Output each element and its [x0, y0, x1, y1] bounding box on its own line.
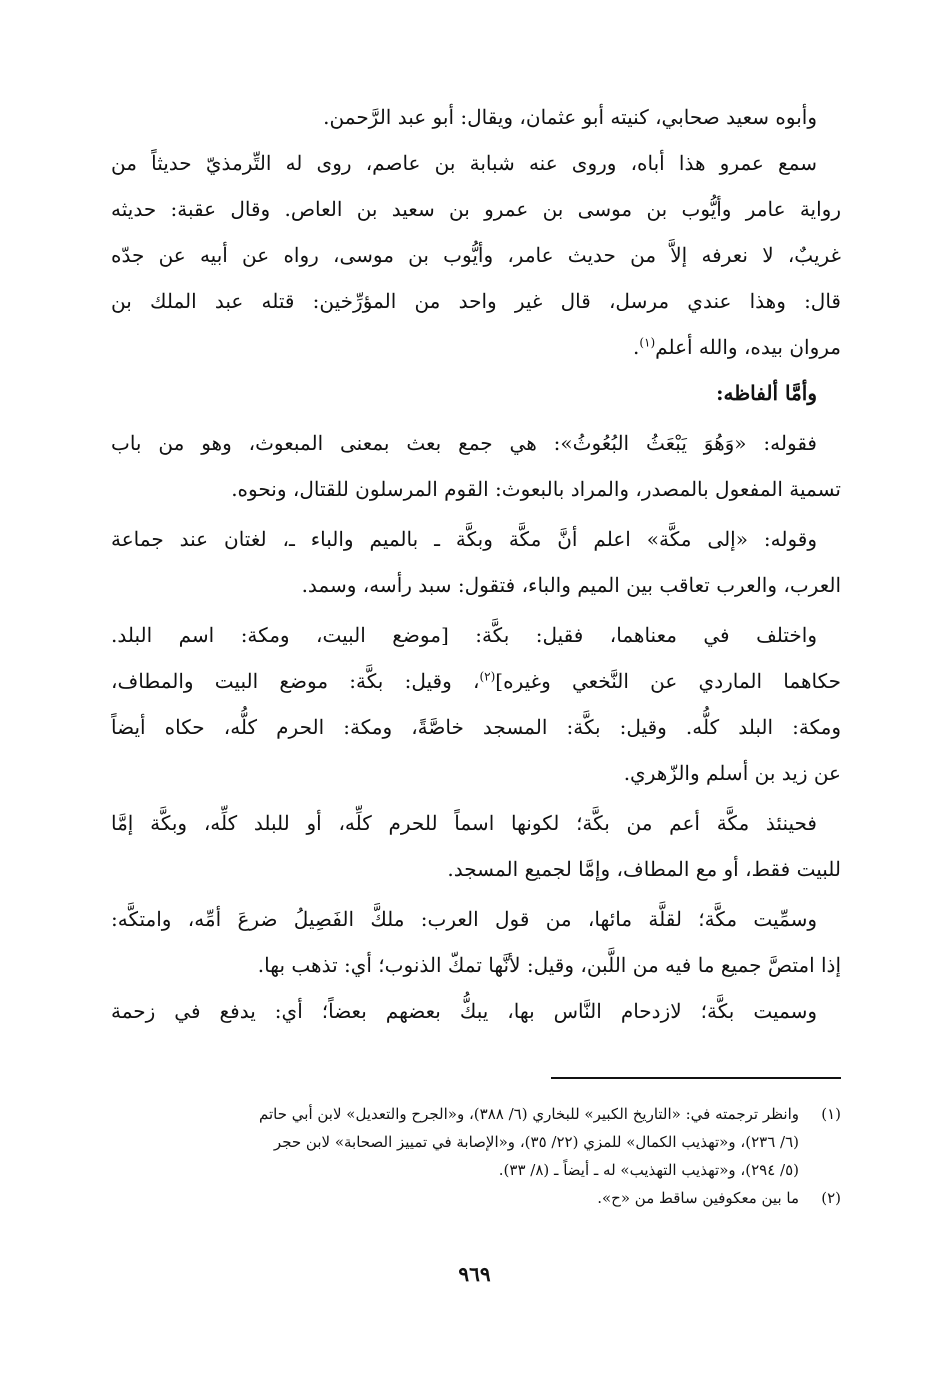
- text-line: للبيت فقط، أو مع المطاف، وإمَّا لجميع المسجد.: [447, 857, 841, 881]
- page-number: ٩٦٩: [458, 1262, 491, 1286]
- footnote-ref: (٢): [479, 669, 496, 684]
- text-line: وسمِّيت مكَّة؛ لقلَّة مائها، من قول العرب: ملكَّ الفَصِيلُ ضرعَ أمِّه، وامتكَّه:: [111, 907, 817, 931]
- footnote-number: (١): [821, 1105, 841, 1123]
- footnote-number: (٢): [821, 1189, 841, 1207]
- text-line: [111, 324, 841, 370]
- text-line: العرب، والعرب تعاقب بين الميم والباء، فتقول: سبد رأسه، وسمد.: [301, 573, 841, 597]
- text-line: فقوله: «وَهُوَ يَبْعَثُ البُعُوثُ»: هي جمع بعث بمعنى المبعوث، وهو من باب: [111, 431, 817, 455]
- text-line: قال: وهذا عندي مرسل، قال غير واحد من المؤرِّخين: قتله عبد الملك بن: [111, 289, 841, 313]
- text-fragment: مروان بيده، والله أعلم: [655, 335, 841, 359]
- text-fragment: ، وقيل: بكَّة: موضع البيت والمطاف،: [111, 669, 480, 693]
- footnote-text: وانظر ترجمته في: «التاريخ الكبير» للبخاري (٦/ ٣٨٨)، و«الجرح والتعديل» لابن أبي حاتم: [259, 1105, 799, 1123]
- text-line: وسميت بكَّة؛ لازدحام النَّاس بها، يبكُّ بعضهم بعضاً؛ أي: يدفع في زحمة: [111, 999, 817, 1023]
- footnote-1-cont: (٥/ ٢٩٤)، و«تهذيب التهذيب» له ـ أيضاً ـ (٨/ ٣٣).: [498, 1161, 799, 1179]
- text-line: واختلف في معناهما، فقيل: بكَّة: [موضع البيت، ومكة: اسم البلد.: [111, 623, 817, 647]
- text-line: سمع عمرو هذا أباه، وروى عنه شبابة بن عاصم، روى له التِّرمذيّ حديثاً من: [111, 151, 817, 175]
- footnotes: [111, 1100, 841, 1212]
- period: .: [632, 335, 640, 359]
- text-line: رواية عامر وأيُّوب بن موسى بن عمرو بن سعيد بن العاص. وقال عقبة: حديثه: [111, 197, 841, 221]
- footnote-ref: (١): [639, 335, 656, 350]
- footnote-1-cont: (٦/ ٢٣٦)، و«تهذيب الكمال» للمزي (٢٢/ ٣٥)، و«الإصابة في تمييز الصحابة» لابن حجر: [273, 1133, 799, 1151]
- text-line: وقوله: «إلى مكَّة» اعلم أنَّ مكَّة وبكَّة ـ بالميم والباء ـ، لغتان عند جماعة: [111, 527, 817, 551]
- text-line: غريبٌ، لا نعرفه إلاَّ من حديث عامر، وأيُّوب بن موسى، رواه عن أبيه عن جدّه: [111, 243, 841, 267]
- text-line: عن زيد بن أسلم والزّهري.: [623, 761, 841, 785]
- text-line: ومكة: البلد كلُّه. وقيل: بكَّة: المسجد خاصَّةً، ومكة: الحرم كلُّه، حكاه أيضاً: [111, 715, 841, 739]
- footnote-text: ما بين معكوفين ساقط من «ح».: [597, 1189, 799, 1207]
- text-line: [111, 658, 841, 704]
- text-line: فحينئذ مكَّة أعم من بكَّة؛ لكونها اسماً للحرم كلِّه، أو للبلد كلِّه، وبكَّة إمَّا: [111, 811, 817, 835]
- main-text: [111, 94, 841, 1034]
- footnote-1: [111, 1100, 841, 1128]
- text-line: تسمية المفعول بالمصدر، والمراد بالبعوث: القوم المرسلون للقتال، ونحوه.: [231, 477, 841, 501]
- text-line: وأبوه سعيد صحابي، كنيته أبو عثمان، ويقال: أبو عبد الرَّحمن.: [323, 105, 817, 129]
- section-heading: وأمَّا ألفاظه:: [716, 381, 817, 405]
- footnote-2: [111, 1184, 841, 1212]
- text-fragment: حكاهما الماردي عن النَّخعي وغيره]: [495, 669, 841, 693]
- text-line: إذا امتصَّ جميع ما فيه من اللَّبن، وقيل: لأنَّها تمكّ الذنوب؛ أي: تذهب بها.: [257, 953, 841, 977]
- footnote-separator: [551, 1077, 841, 1079]
